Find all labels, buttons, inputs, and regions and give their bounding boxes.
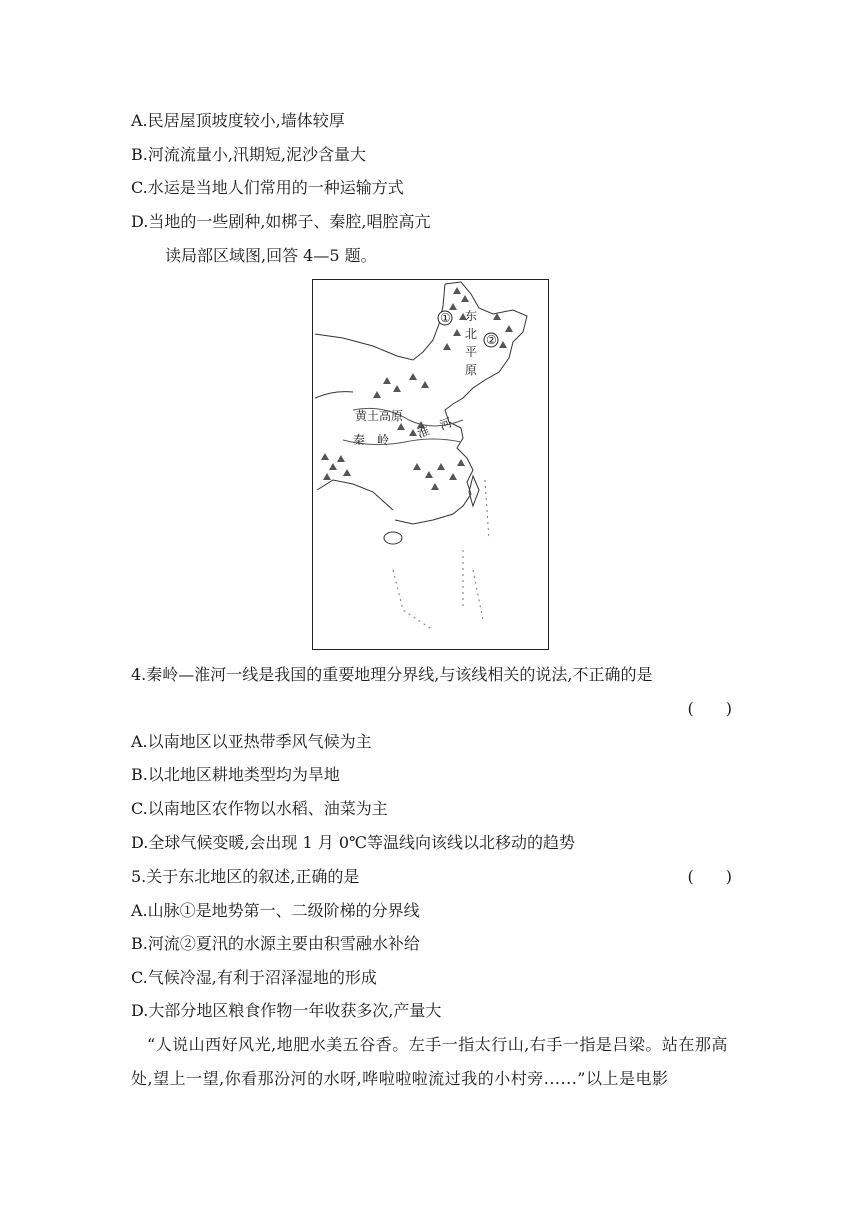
q3-option-b: B.河流流量小,汛期短,泥沙含量大 — [131, 145, 367, 164]
q5-option-c: C.气候冷湿,有利于沼泽湿地的形成 — [131, 968, 377, 987]
region-map-drawing — [313, 280, 548, 649]
marker-mountain-1: ① — [440, 311, 451, 325]
q4-option-d: D.全球气候变暖,会出现 1 月 0℃等温线向该线以北移动的趋势 — [131, 833, 575, 852]
q3-option-d: D.当地的一些剧种,如梆子、秦腔,唱腔高亢 — [131, 212, 431, 231]
q5-option-d: D.大部分地区粮食作物一年收获多次,产量大 — [131, 1001, 442, 1020]
q4-option-a: A.以南地区以亚热带季风气候为主 — [131, 732, 372, 751]
marker-river-2: ② — [486, 333, 497, 347]
q5-option-a: A.山脉①是地势第一、二级阶梯的分界线 — [131, 901, 420, 920]
label-plain-char-2: 北 — [465, 327, 478, 341]
map-intro: 读局部区域图,回答 4—5 题。 — [165, 246, 377, 265]
q5-answer-blank: ( ) — [687, 867, 732, 886]
q3-option-a: A.民居屋顶坡度较小,墙体较厚 — [131, 111, 345, 130]
q4-option-c: C.以南地区农作物以水稻、油菜为主 — [131, 799, 388, 818]
q5-stem: 5.关于东北地区的叙述,正确的是 — [131, 867, 360, 886]
passage-body: “人说山西好风光,地肥水美五谷香。左手一指太行山,右手一指是吕梁。站在那高处,望上一望,你看那汾河的水呀,哗啦啦啦流过我的小村旁......”以上是电影 — [131, 1035, 728, 1088]
q4-stem: 4.秦岭—淮河一线是我国的重要地理分界线,与该线相关的说法,不正确的是 — [131, 665, 653, 684]
q4-answer-blank: ( ) — [687, 699, 732, 718]
label-plain-char-1: 东 — [465, 309, 478, 323]
label-plain-char-4: 原 — [465, 363, 478, 377]
label-qinling: 秦 岭 — [353, 433, 390, 447]
label-huaihe: 淮 河 — [415, 415, 454, 441]
label-loess-plateau: 黄土高原 — [355, 409, 404, 423]
label-plain-char-3: 平 — [465, 345, 478, 359]
q4-option-b: B.以北地区耕地类型均为旱地 — [131, 765, 340, 784]
passage-text — [131, 1028, 731, 1096]
region-map — [312, 279, 549, 650]
q3-option-c: C.水运是当地人们常用的一种运输方式 — [131, 178, 404, 197]
q5-option-b: B.河流②夏汛的水源主要由积雪融水补给 — [131, 934, 420, 953]
